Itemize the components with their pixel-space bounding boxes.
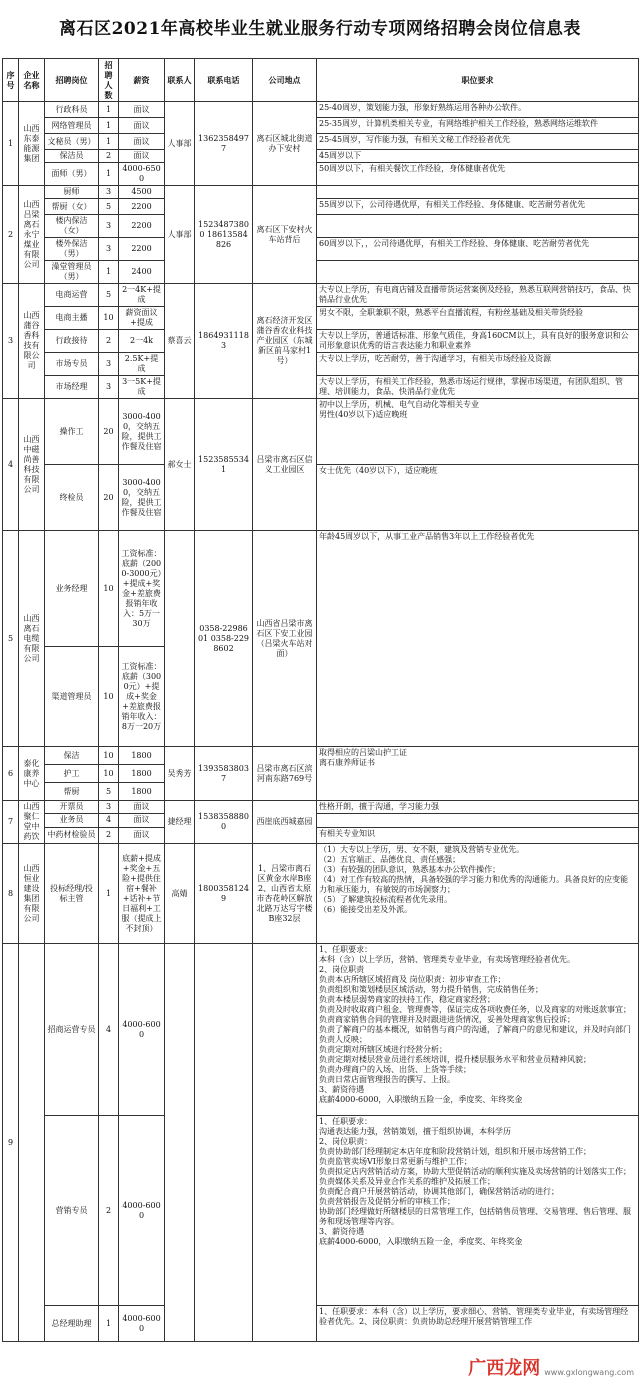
job-salary: 2一4k bbox=[119, 330, 165, 353]
job-title: 操作工 bbox=[45, 399, 99, 465]
contact-person: 人事部 bbox=[165, 186, 195, 284]
job-requirements: 年龄45周岁以下，从事工业产品销售3年以上工作经验者优先 bbox=[317, 531, 639, 747]
job-requirements: 45周岁以下 bbox=[317, 150, 639, 163]
job-count: 1 bbox=[99, 134, 119, 150]
job-count: 1 bbox=[99, 261, 119, 284]
company-name: 山西离石电缆有限公司 bbox=[19, 531, 45, 747]
row-number: 1 bbox=[3, 102, 19, 186]
job-count: 3 bbox=[99, 801, 119, 814]
job-title: 面师（男） bbox=[45, 163, 99, 186]
watermark bbox=[468, 1354, 634, 1380]
table-row bbox=[3, 1116, 639, 1306]
job-requirements bbox=[317, 186, 639, 199]
table-row bbox=[3, 102, 639, 118]
contact-phone: 15383588800 bbox=[195, 801, 253, 844]
job-title: 中药材检验员 bbox=[45, 827, 99, 843]
job-salary: 工资标准：底薪（3000元）+提成+奖金+差旅费报销年收入：8万一20万 bbox=[119, 647, 165, 747]
job-requirements: 大专以上学历，有相关工作经验，熟悉市场运行规律，掌握市场渠道，有团队组织、管理、培训能力，食品、快消品行业优先 bbox=[317, 376, 639, 399]
header-cell-requirements: 职位要求 bbox=[317, 59, 639, 102]
job-requirements: 男女不限，全职兼职不限，熟悉平台直播流程，有粉丝基础及相关带货经验 bbox=[317, 307, 639, 330]
row-number: 6 bbox=[3, 747, 19, 801]
job-count: 3 bbox=[99, 238, 119, 261]
table-row bbox=[3, 801, 639, 814]
job-title: 帮厨（女） bbox=[45, 199, 99, 215]
job-salary: 2200 bbox=[119, 199, 165, 215]
table-row bbox=[3, 844, 639, 944]
contact-phone: 15235855341 bbox=[195, 399, 253, 531]
job-count: 10 bbox=[99, 647, 119, 747]
watermark-logo: 广西龙网 bbox=[468, 1358, 541, 1379]
job-title: 电商运营 bbox=[45, 284, 99, 307]
company-name: 山西中磁尚善科技有限公司 bbox=[19, 399, 45, 531]
job-salary: 面议 bbox=[119, 814, 165, 827]
table-row bbox=[3, 163, 639, 186]
job-title: 业务经理 bbox=[45, 531, 99, 647]
job-count: 3 bbox=[99, 186, 119, 199]
table-row bbox=[3, 376, 639, 399]
row-number: 3 bbox=[3, 284, 19, 399]
company-name: 泰化康养中心 bbox=[19, 747, 45, 801]
job-salary: 4000-6500 bbox=[119, 163, 165, 186]
table-row bbox=[3, 399, 639, 465]
contact-person: 人事部 bbox=[165, 102, 195, 186]
job-count: 1 bbox=[99, 102, 119, 118]
job-requirements bbox=[317, 261, 639, 284]
table-row bbox=[3, 814, 639, 827]
job-title: 投标经理/投标主管 bbox=[45, 844, 99, 944]
job-salary: 2.5K+提成 bbox=[119, 353, 165, 376]
header-cell-no: 序号 bbox=[3, 59, 19, 102]
job-salary: 2200 bbox=[119, 238, 165, 261]
row-number: 4 bbox=[3, 399, 19, 531]
job-salary: 2一4K+提成 bbox=[119, 284, 165, 307]
contact-person bbox=[165, 531, 195, 747]
contact-phone: 15234873800 18613584826 bbox=[195, 186, 253, 284]
job-count: 20 bbox=[99, 399, 119, 465]
job-requirements bbox=[317, 814, 639, 827]
company-name: 山西吕梁离石永宁煤业有限公司 bbox=[19, 186, 45, 284]
contact-person: 蔡喜云 bbox=[165, 284, 195, 399]
job-requirements: 性格开朗，擅于沟通，学习能力强 bbox=[317, 801, 639, 814]
company-address bbox=[253, 944, 317, 1342]
job-count: 10 bbox=[99, 307, 119, 330]
header-cell-address: 公司地点 bbox=[253, 59, 317, 102]
company-name bbox=[19, 944, 45, 1342]
company-name: 山西东泰能源集团 bbox=[19, 102, 45, 186]
table-row bbox=[3, 284, 639, 307]
job-salary: 面议 bbox=[119, 102, 165, 118]
job-count: 10 bbox=[99, 765, 119, 783]
table-row bbox=[3, 747, 639, 765]
table-row bbox=[3, 330, 639, 353]
company-address: 吕梁市离石区信义工业园区 bbox=[253, 399, 317, 531]
job-requirements: 1、任职要求：本科（含）以上学历，要求细心、营销、管理类专业毕业，有卖场管理经验者优先。2、岗位职责：负责协助总经理开展营销管理工作 bbox=[317, 1306, 639, 1342]
header-cell-position: 招聘岗位 bbox=[45, 59, 99, 102]
row-number: 8 bbox=[3, 844, 19, 944]
job-count: 4 bbox=[99, 944, 119, 1116]
job-salary: 3000-4000，交纳五险，提供工作餐及住宿 bbox=[119, 465, 165, 531]
table-row bbox=[3, 215, 639, 238]
job-requirements: （1）大专以上学历，男、女不限，建筑及营销专业优先。 （2）五官端正、品德优良、责任感强； （3）有较强的团队意识，熟悉基本办公软件操作； （4）对工作有较高的热情，具备较强的学习能力和优秀的沟通能力。具备良好的应变能力和承压能力，有敏锐的市场洞察力； （5）了解建筑投标流程者优先录用。 （6）能接受出差及外派。 bbox=[317, 844, 639, 944]
company-name: 山西恒业建设集团有限公司 bbox=[19, 844, 45, 944]
job-title: 保洁员 bbox=[45, 150, 99, 163]
job-title: 招商运营专员 bbox=[45, 944, 99, 1116]
job-requirements: 50周岁以下，有相关餐饮工作经验，身体健康者优先 bbox=[317, 163, 639, 186]
job-title: 行政科员 bbox=[45, 102, 99, 118]
job-requirements: 55周岁以下，公司待遇优厚，有相关工作经验、身体健康、吃苦耐劳者优先 bbox=[317, 199, 639, 215]
job-requirements: 1、任职要求： 沟通表达能力强，营销策划，擅于组织协调，本科学历 2、岗位职责： 负责协助部门经理制定本店年度和阶段营销计划，组织和开展市场营销工作； 负责监管卖场VI形象日常更新与维护工作； 负责拟定店内营销活动方案，协助大型促销活动的顺利实施及卖场营销的计划落实工作； 负责媒体关系及异业合作关系的维护及拓展工作； 负责配合商户开展营销活动，协调其他部门，确保营销活动的进行； 负责营销报告及促销分析的审核工作； 协助部门经理做好所辖楼层的日常管理工作，包括销售员管理、交易管理、售后管理、服务和现场管理等内容。 3、薪资待遇 底薪4000-6000，入职缴纳五险一金，季度奖、年终奖金 bbox=[317, 1116, 639, 1306]
header-cell-count: 招聘人数 bbox=[99, 59, 119, 102]
job-title: 楼内保洁（女） bbox=[45, 215, 99, 238]
company-address: 离石经济开发区蒲谷香农业科技产业园区（东城新区前马家村1号） bbox=[253, 284, 317, 399]
job-title: 渠道管理员 bbox=[45, 647, 99, 747]
job-salary: 工资标准：底薪（2000-3000元）+提成+奖金+差旅费报销年收入：5万一30万 bbox=[119, 531, 165, 647]
job-title: 电商主播 bbox=[45, 307, 99, 330]
job-requirements: 60周岁以下，，公司待遇优厚，有相关工作经验、身体健康、吃苦耐劳者优先 bbox=[317, 238, 639, 261]
job-count: 2 bbox=[99, 150, 119, 163]
job-salary: 2400 bbox=[119, 261, 165, 284]
header-cell-company: 企业名称 bbox=[19, 59, 45, 102]
header-cell-contact: 联系人 bbox=[165, 59, 195, 102]
job-title: 网络管理员 bbox=[45, 118, 99, 134]
job-count: 1 bbox=[99, 1306, 119, 1342]
job-title: 行政接待 bbox=[45, 330, 99, 353]
job-title: 开票员 bbox=[45, 801, 99, 814]
job-requirements: 有相关专业知识 bbox=[317, 827, 639, 843]
table-row bbox=[3, 944, 639, 1116]
table-row bbox=[3, 150, 639, 163]
job-requirements: 初中以上学历，机械、电气自动化等相关专业 男性(40岁以下)适应晚班 bbox=[317, 399, 639, 465]
job-table-body bbox=[3, 102, 639, 1342]
contact-person: 郝女士 bbox=[165, 399, 195, 531]
job-requirements: 1、任职要求： 本科（含）以上学历，营销、管理类专业毕业，有卖场管理经验者优先。 2、岗位职责 负责本店所辖区域招商及 岗位职责：初步审查工作； 负责组织和策划楼层区域活动，努力提升销售，完成销售任务； 负责本楼层弱势商家的扶持工作，稳定商家经营； 负责及时收取商户租金、管理费等，保证完成各项收费任务，以及商家的对账返款事宜； 负责商家销售合同的管理并及时跟进进货情况，妥善处理商家售后投诉； 负责了解商户的基本概况，如销售与商户的沟通，了解商户的意见和建议，并及时向部门负责人反映； 负责定期对所辖区域进行经营分析； 负责定期对楼层营业员进行系统培训，提升楼层服务水平和营业员精神风貌； 负责办理商户的入场、出货、上货等手续； 负责日常店面管理报告的撰写、上报。 3、薪资待遇 底薪4000-6000，入职缴纳五险一金，季度奖、年终奖金 bbox=[317, 944, 639, 1116]
job-salary: 3000-4000，交纳五险，提供工作餐及住宿 bbox=[119, 399, 165, 465]
job-salary: 薪资面议+提成 bbox=[119, 307, 165, 330]
job-requirements: 大专以上学历，吃苦耐劳，善于沟通学习，有相关市场经验及资源 bbox=[317, 353, 639, 376]
contact-phone: 18649311183 bbox=[195, 284, 253, 399]
job-requirements: 取得相应的吕梁山护工证 离石康养师证书 bbox=[317, 747, 639, 801]
job-salary: 1800 bbox=[119, 765, 165, 783]
job-salary: 4000-6000 bbox=[119, 1116, 165, 1306]
company-address: 离石区城北街道办下安村 bbox=[253, 102, 317, 186]
table-row bbox=[3, 531, 639, 647]
job-title: 护工 bbox=[45, 765, 99, 783]
job-count: 3 bbox=[99, 353, 119, 376]
job-salary: 面议 bbox=[119, 118, 165, 134]
table-row bbox=[3, 261, 639, 284]
job-title: 文秘员（男） bbox=[45, 134, 99, 150]
job-count: 5 bbox=[99, 783, 119, 801]
job-salary: 4500 bbox=[119, 186, 165, 199]
table-row bbox=[3, 307, 639, 330]
table-row bbox=[3, 465, 639, 531]
contact-phone bbox=[195, 944, 253, 1342]
job-requirements: 大专以上学历，普通话标准、形象气质佳，身高160CM以上，具有良好的服务意识和公司形象意识优秀的语言表达能力和职业素养 bbox=[317, 330, 639, 353]
job-requirements: 女士优先（40岁以下），适应晚班 bbox=[317, 465, 639, 531]
table-row bbox=[3, 353, 639, 376]
contact-phone: 18003581249 bbox=[195, 844, 253, 944]
company-name: 山西蒲谷香科技有限公司 bbox=[19, 284, 45, 399]
job-requirements: 25-40周岁，策划能力强，形象好熟练运用各种办公软件。 bbox=[317, 102, 639, 118]
job-title: 厨师 bbox=[45, 186, 99, 199]
job-title: 总经理助理 bbox=[45, 1306, 99, 1342]
job-title: 楼外保洁（男） bbox=[45, 238, 99, 261]
company-address: 山西省吕梁市离石区下安工业园（吕梁火车站对面） bbox=[253, 531, 317, 747]
table-row bbox=[3, 186, 639, 199]
job-count: 1 bbox=[99, 844, 119, 944]
job-count: 1 bbox=[99, 163, 119, 186]
table-row bbox=[3, 118, 639, 134]
page-title: 离石区2021年高校毕业生就业服务行动专项网络招聘会岗位信息表 bbox=[59, 19, 581, 39]
job-title: 市场经理 bbox=[45, 376, 99, 399]
company-address: 1、吕梁市离石区黄金水岸B座2、山西省太原市杏花岭区解放北路万达写字楼B座32层 bbox=[253, 844, 317, 944]
job-title: 终检员 bbox=[45, 465, 99, 531]
job-salary: 面议 bbox=[119, 134, 165, 150]
row-number: 2 bbox=[3, 186, 19, 284]
job-title: 保洁 bbox=[45, 747, 99, 765]
company-address: 离石区下安村火车站背后 bbox=[253, 186, 317, 284]
job-table bbox=[2, 58, 639, 1342]
job-salary: 底薪+提成+奖金+五险+提供住宿+餐补+话补+节日福利+工服（提成上不封顶） bbox=[119, 844, 165, 944]
job-requirements: 25-35周岁，计算机类相关专业，有网络维护相关工作经验，熟悉网络运维软件 bbox=[317, 118, 639, 134]
job-count: 3 bbox=[99, 376, 119, 399]
contact-phone: 13935838037 bbox=[195, 747, 253, 801]
job-salary: 4000-6000 bbox=[119, 944, 165, 1116]
row-number: 9 bbox=[3, 944, 19, 1342]
job-count: 10 bbox=[99, 747, 119, 765]
job-count: 2 bbox=[99, 1116, 119, 1306]
table-row bbox=[3, 134, 639, 150]
row-number: 7 bbox=[3, 801, 19, 844]
job-salary: 面议 bbox=[119, 827, 165, 843]
job-salary: 面议 bbox=[119, 801, 165, 814]
table-row bbox=[3, 238, 639, 261]
job-requirements: 25-45周岁，写作能力强，有相关文秘工作经验者优先 bbox=[317, 134, 639, 150]
job-salary: 1800 bbox=[119, 747, 165, 765]
row-number: 5 bbox=[3, 531, 19, 747]
job-salary: 1800 bbox=[119, 783, 165, 801]
contact-person: 高婧 bbox=[165, 844, 195, 944]
job-count: 1 bbox=[99, 118, 119, 134]
header-cell-phone: 联系电话 bbox=[195, 59, 253, 102]
company-address: 吕梁市离石区滨河南东路769号 bbox=[253, 747, 317, 801]
contact-person bbox=[165, 944, 195, 1342]
job-count: 20 bbox=[99, 465, 119, 531]
company-name: 山西聚仁堂中药饮 bbox=[19, 801, 45, 844]
job-count: 10 bbox=[99, 531, 119, 647]
header-cell-salary: 薪资 bbox=[119, 59, 165, 102]
job-count: 2 bbox=[99, 330, 119, 353]
job-count: 2 bbox=[99, 827, 119, 843]
job-salary: 3一5K+提成 bbox=[119, 376, 165, 399]
job-salary: 4000-6000 bbox=[119, 1306, 165, 1342]
header-row bbox=[3, 59, 639, 102]
contact-person: 捷经理 bbox=[165, 801, 195, 844]
job-count: 3 bbox=[99, 215, 119, 238]
watermark-url: www.gxlongwang.com bbox=[544, 1368, 634, 1377]
job-count: 5 bbox=[99, 199, 119, 215]
job-count: 5 bbox=[99, 284, 119, 307]
job-title: 澡堂管理员（男） bbox=[45, 261, 99, 284]
job-requirements bbox=[317, 215, 639, 238]
job-title: 帮厨 bbox=[45, 783, 99, 801]
table-row bbox=[3, 1306, 639, 1342]
contact-person: 吴秀芳 bbox=[165, 747, 195, 801]
contact-phone: 0358-2298601 0358-2298602 bbox=[195, 531, 253, 747]
job-title: 业务员 bbox=[45, 814, 99, 827]
job-title: 营销专员 bbox=[45, 1116, 99, 1306]
job-requirements: 大专以上学历，有电商店铺及直播带货运营案例及经验，熟悉互联网营销技巧，食品、快销品行业优先 bbox=[317, 284, 639, 307]
company-address: 西崖底西城嘉园 bbox=[253, 801, 317, 844]
job-salary: 2200 bbox=[119, 215, 165, 238]
job-count: 4 bbox=[99, 814, 119, 827]
contact-phone: 13623584977 bbox=[195, 102, 253, 186]
table-row bbox=[3, 199, 639, 215]
job-title: 市场专员 bbox=[45, 353, 99, 376]
table-row bbox=[3, 827, 639, 843]
job-salary: 面议 bbox=[119, 150, 165, 163]
